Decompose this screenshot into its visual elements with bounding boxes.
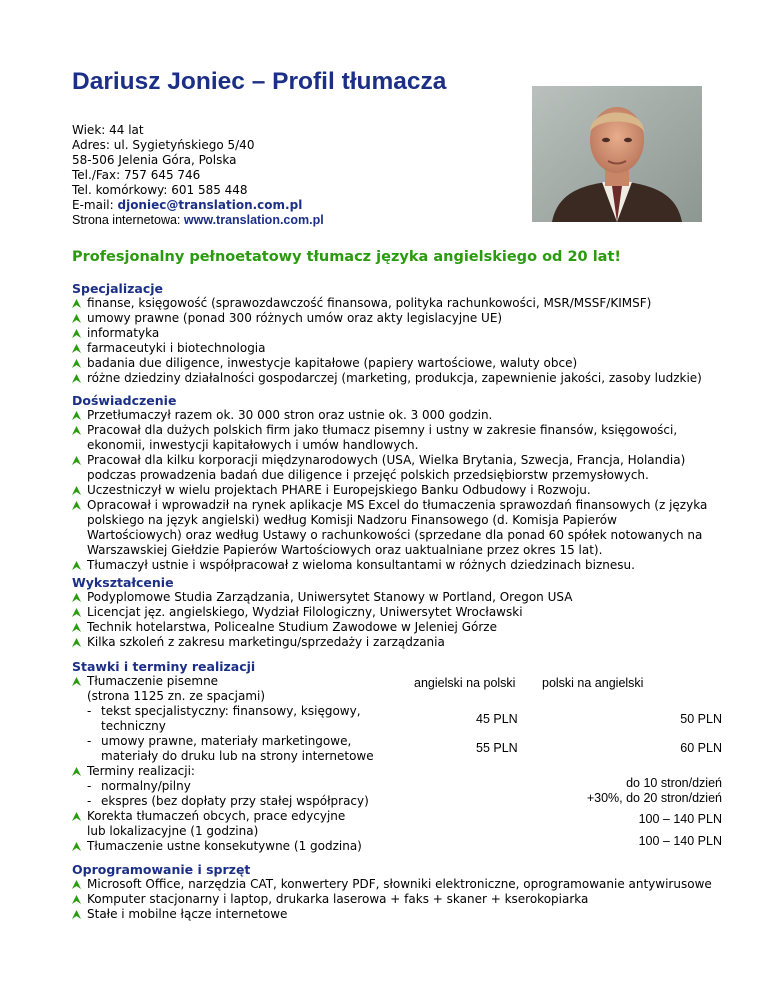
list-item: farmaceutyki i biotechnologia	[72, 341, 712, 356]
software-title: Oprogramowanie i sprzęt	[72, 862, 251, 877]
deadline-express: - ekspres (bez dopłaty przy stałej współpracy)	[87, 794, 369, 808]
service-deadlines: Terminy realizacji:	[72, 764, 402, 779]
list-item: finanse, księgowość (sprawozdawczość finansowa, polityka rachunkowości, MSR/MSSF/KIMSF)	[72, 296, 712, 311]
bullet-icon	[72, 767, 81, 776]
list-item: Pracował dla dużych polskich firm jako tłumacz pisemny i ustny w zakresie finansów, księgowości, ekonomii, inwestycji kapitałowych i umów handlowych.	[72, 423, 712, 453]
price-spec-en-pl: 45 PLN	[476, 712, 518, 726]
page-title: Dariusz Joniec – Profil tłumacza	[72, 68, 447, 95]
bullet-icon	[72, 677, 81, 686]
bullet-icon	[72, 359, 81, 368]
proofreading-price: 100 – 140 PLN	[638, 812, 722, 826]
rates-services	[72, 674, 402, 854]
service-proofreading: Korekta tłumaczeń obcych, prace edycyjne lub lokalizacyjne (1 godzina)	[72, 809, 402, 839]
bullet-icon	[72, 593, 81, 602]
service-written: Tłumaczenie pisemne	[72, 674, 402, 689]
phone-line: Tel./Fax: 757 645 746	[72, 168, 201, 182]
experience-list	[72, 408, 712, 573]
website-label: Strona internetowa:	[72, 213, 184, 227]
list-item: Licencjat jęz. angielskiego, Wydział Filologiczny, Uniwersytet Wrocławski	[72, 605, 712, 620]
bullet-icon	[72, 329, 81, 338]
price-legal-en-pl: 55 PLN	[476, 741, 518, 755]
column-en-pl: angielski na polski	[414, 676, 516, 690]
bullet-icon	[72, 561, 81, 570]
list-item: Pracował dla kilku korporacji międzynarodowych (USA, Wielka Brytania, Szwecja, Francja, Holandia) podczas prowadzenia badań due diligence i przejęć polskich przedsiębiorstw przemysłowych.	[72, 453, 712, 483]
specializations-section	[72, 281, 712, 386]
headline: Profesjonalny pełnoetatowy tłumacz języka angielskiego od 20 lat!	[72, 249, 621, 265]
bullet-icon	[72, 314, 81, 323]
email-line	[72, 198, 324, 213]
list-item: informatyka	[72, 326, 712, 341]
contact-block	[72, 123, 324, 228]
bullet-icon	[72, 486, 81, 495]
list-item: Podyplomowe Studia Zarządzania, Uniwersytet Stanowy w Portland, Oregon USA	[72, 590, 712, 605]
profile-photo	[532, 86, 702, 222]
education-list	[72, 590, 712, 650]
bullet-icon	[72, 842, 81, 851]
list-item: Przetłumaczył razem ok. 30 000 stron oraz ustnie ok. 3 000 godzin.	[72, 408, 712, 423]
deadline-express-value: +30%, do 20 stron/dzień	[586, 791, 722, 805]
specializations-list	[72, 296, 712, 386]
list-item: różne dziedziny działalności gospodarczej (marketing, produkcja, zapewnienie jakości, zasoby ludzkie)	[72, 371, 712, 386]
software-list	[72, 877, 712, 922]
list-item: Uczestniczył w wielu projektach PHARE i Europejskiego Banku Odbudowy i Rozwoju.	[72, 483, 712, 498]
column-pl-en: polski na angielski	[542, 676, 644, 690]
email-label: E-mail:	[72, 198, 118, 212]
deadline-normal: - normalny/pilny	[87, 779, 191, 793]
education-section	[72, 575, 712, 650]
website-line	[72, 213, 324, 228]
specializations-title: Specjalizacje	[72, 281, 164, 296]
rates-section	[72, 659, 722, 853]
software-section	[72, 862, 712, 922]
list-item: Kilka szkoleń z zakresu marketingu/sprzedaży i zarządzania	[72, 635, 712, 650]
written-note: (strona 1125 zn. ze spacjami)	[87, 689, 266, 703]
service-legal: - umowy prawne, materiały marketingowe, materiały do druku lub na strony internetowe	[87, 734, 374, 763]
bullet-icon	[72, 411, 81, 420]
list-item: Opracował i wprowadził na rynek aplikacje MS Excel do tłumaczenia sprawozdań finansowych (z języka polskiego na język angielski) według Komisji Nadzoru Finansowego (d. Komisja Papierów Wartościowych) oraz według Ustawy o rachunkowości (sprzedane dla ponad 60 spółek notowanych na Warszawskiej Giełdzie Papierów Wartościowych oraz uaktualniane przez okres 15 lat).	[72, 498, 712, 558]
bullet-icon	[72, 812, 81, 821]
price-spec-pl-en: 50 PLN	[680, 712, 722, 726]
list-item: Technik hotelarstwa, Policealne Studium Zawodowe w Jeleniej Górze	[72, 620, 712, 635]
list-item: Stałe i mobilne łącze internetowe	[72, 907, 712, 922]
list-item: Komputer stacjonarny i laptop, drukarka laserowa + faks + skaner + kserokopiarka	[72, 892, 712, 907]
bullet-icon	[72, 638, 81, 647]
list-item: badania due diligence, inwestycje kapitałowe (papiery wartościowe, waluty obce)	[72, 356, 712, 371]
bullet-icon	[72, 456, 81, 465]
education-title: Wykształcenie	[72, 575, 174, 590]
experience-title: Doświadczenie	[72, 393, 177, 408]
email-link[interactable]: djoniec@translation.com.pl	[117, 198, 303, 212]
service-specialist: - tekst specjalistyczny: finansowy, księgowy, techniczny	[87, 704, 361, 733]
price-legal-pl-en: 60 PLN	[680, 741, 722, 755]
list-item: umowy prawne (ponad 300 różnych umów oraz akty legislacyjne UE)	[72, 311, 712, 326]
rates-title: Stawki i terminy realizacji	[72, 659, 256, 674]
bullet-icon	[72, 344, 81, 353]
mobile-line: Tel. komórkowy: 601 585 448	[72, 183, 248, 197]
bullet-icon	[72, 374, 81, 383]
address-line-2: 58-506 Jelenia Góra, Polska	[72, 153, 237, 167]
service-oral: Tłumaczenie ustne konsekutywne (1 godzina)	[72, 839, 402, 854]
list-item: Microsoft Office, narzędzia CAT, konwertery PDF, słowniki elektroniczne, oprogramowanie antywirusowe	[72, 877, 712, 892]
address-line-1: Adres: ul. Sygietyńskiego 5/40	[72, 138, 255, 152]
bullet-icon	[72, 623, 81, 632]
bullet-icon	[72, 299, 81, 308]
experience-section	[72, 393, 712, 573]
oral-price: 100 – 140 PLN	[638, 834, 722, 848]
bullet-icon	[72, 608, 81, 617]
bullet-icon	[72, 880, 81, 889]
deadline-normal-value: do 10 stron/dzień	[626, 776, 722, 790]
list-item: Tłumaczył ustnie i współpracował z wieloma konsultantami w różnych dziedzinach biznesu.	[72, 558, 712, 573]
bullet-icon	[72, 895, 81, 904]
website-link[interactable]: www.translation.com.pl	[183, 213, 324, 227]
age-line: Wiek: 44 lat	[72, 123, 144, 137]
bullet-icon	[72, 426, 81, 435]
bullet-icon	[72, 501, 81, 510]
bullet-icon	[72, 910, 81, 919]
